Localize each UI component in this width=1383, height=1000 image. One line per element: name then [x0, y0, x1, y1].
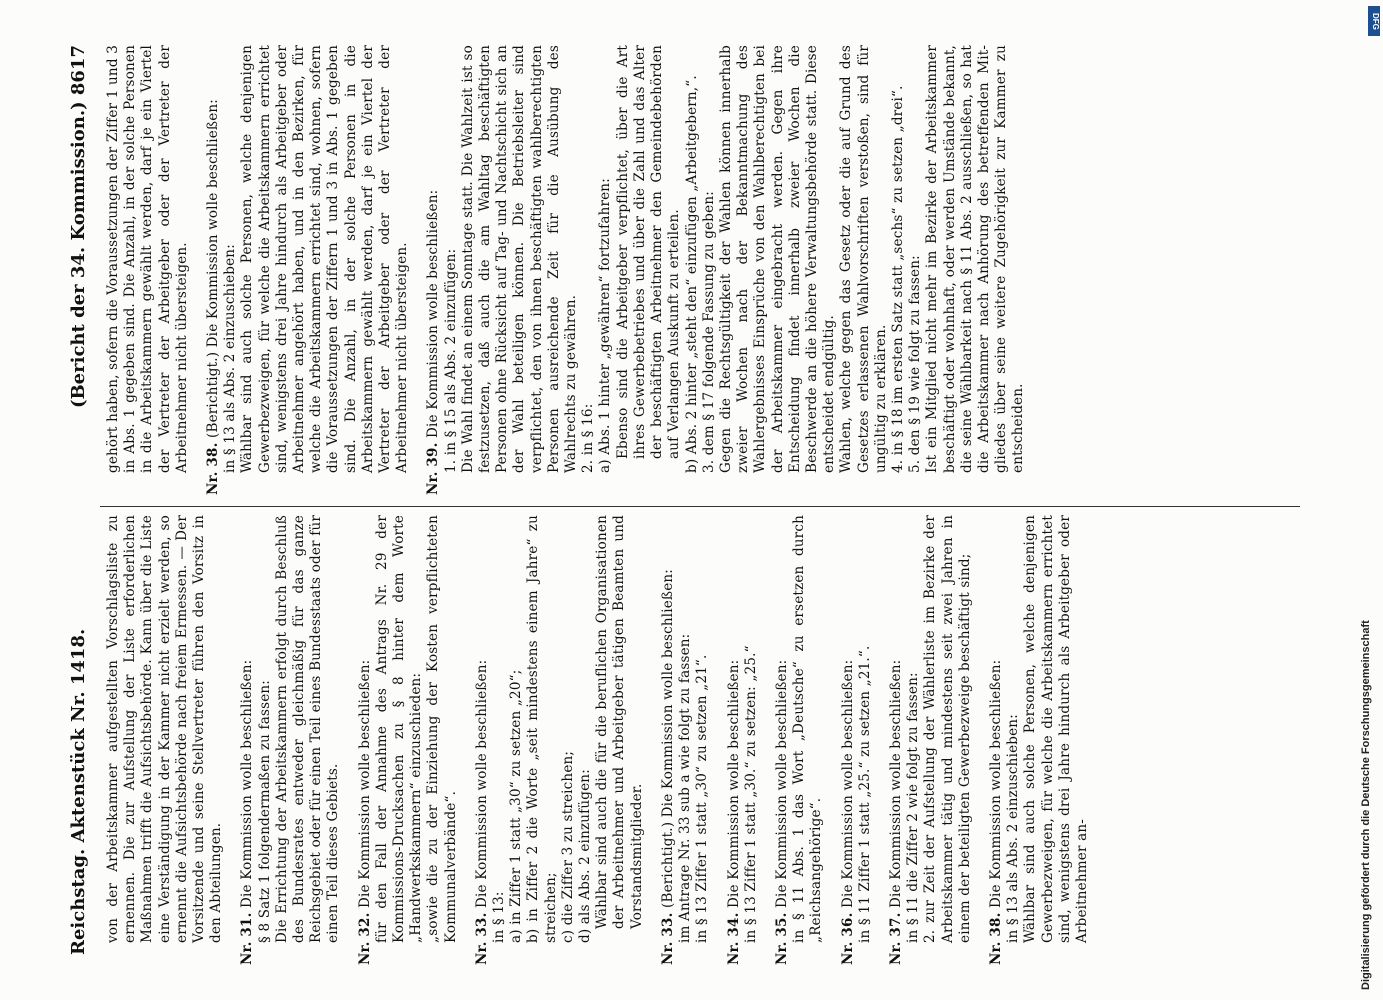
paragraph-text: in § 13 als Abs. 2 einzuschieben: — [222, 244, 239, 473]
section-number: Nr. 39. — [425, 442, 442, 495]
paragraph-text: Die Errichtung der Arbeitskammern erfolgt durch Beschluß des Bundesrates entweder gleichmäßig für das ganze Reichsgebiet oder für einen Teil eines Bundesstaats oder für einen Teil dieses Gebiets. — [273, 515, 342, 943]
section-number: Nr. 37. — [887, 912, 904, 965]
paragraph — [105, 515, 225, 965]
paragraph — [988, 515, 1005, 965]
paragraph-text: c) die Ziffer 3 zu streichen; — [559, 750, 576, 943]
paragraph — [594, 515, 646, 965]
right-column — [105, 45, 1343, 495]
paragraph-text: Wahlen, welche gegen das Gesetz oder die auf Grund des Gesetzes erlassenen Wahlvorschriften verstoßen, sind für ungültig zu erklären. — [838, 45, 889, 473]
paragraph — [888, 515, 905, 965]
paragraph-text: Ist ein Mitglied nicht mehr im Bezirke der Arbeitskammer beschäftigt oder wohnhaft, oder werden Umstände bekannt, die seine Wählbarkeit nach § 11 Abs. 2 ausschließen, so hat die Arbeitskammer nach Anhörung des betreffenden Mitgliedes über seine weitere Zugehörigkeit zur Kammer zu entscheiden. — [924, 45, 1027, 473]
section-number: Nr. 35. — [773, 912, 790, 965]
paragraph — [791, 515, 825, 965]
paragraph-text: in § 11 die Ziffer 2 wie folgt zu fassen: — [905, 672, 922, 943]
paragraph-text: Wählbar sind auch solche Personen, welche denjenigen Gewerbezweigen, für welche die Arbeitskammern errichtet sind, wenigstens drei Jahre hindurch als Arbeitgeber oder Arbeitnehmer an- — [1022, 515, 1090, 943]
section-number: Nr. 31. — [239, 912, 256, 965]
paragraph — [239, 45, 411, 495]
section-number: Nr. 34. — [725, 912, 742, 965]
paragraph-text: Die Kommission wolle beschließen: — [725, 659, 742, 908]
paragraph — [374, 515, 426, 965]
paragraph-text: § 8 Satz 1 folgendermaßen zu fassen: — [256, 679, 273, 943]
paragraph — [701, 45, 718, 495]
column-divider — [100, 506, 1300, 507]
paragraph — [615, 45, 684, 495]
paragraph — [425, 515, 459, 965]
paragraph-text: (Berichtigt.) Die Kommission wolle beschließen: — [205, 98, 222, 438]
paragraph-text: 4. in § 18 im ersten Satz statt „sechs“ zu setzen „drei“. — [889, 85, 906, 473]
paragraph — [425, 45, 442, 495]
paragraph — [222, 45, 239, 495]
paragraph — [491, 515, 508, 965]
paragraph — [726, 515, 743, 965]
rotated-content — [60, 35, 1343, 965]
paragraph-text: a) Abs. 1 hinter „gewähren“ fortzufahren: — [597, 178, 614, 473]
section-number: Nr. 32. — [356, 912, 373, 965]
paragraph-text: Wählbar sind auch die für die beruflichen Organisationen der Arbeitnehmer und Arbeitgeber tätigen Beamten und Vorstandsmitglieder. — [594, 515, 645, 929]
paragraph — [274, 515, 343, 965]
paragraph — [1022, 515, 1091, 965]
paragraph — [474, 515, 491, 965]
paragraph-text: Gegen die Rechtsgültigkeit der Wahlen können innerhalb zweier Wochen nach der Bekanntmachung des Wahlergebnisses Einsprüche von den Wahlberechtigten bei der Arbeitskammer eingebracht werden. Gegen ihre Entscheidung findet innerhalb zweier Wochen die Beschwerde an die höhere Verwaltungsbehörde statt. Diese entscheidet endgültig. — [717, 45, 838, 473]
paragraph — [239, 515, 256, 965]
paragraph — [922, 515, 974, 965]
header-right: (Bericht der 34. Kommission.) 8617 — [68, 45, 89, 409]
paragraph — [907, 45, 924, 495]
paragraph — [857, 515, 874, 965]
paragraph-text: a) in Ziffer 1 statt „30“ zu setzen „20“; — [508, 669, 525, 943]
paragraph — [525, 515, 559, 965]
paragraph — [743, 515, 760, 965]
paragraph-text: 2. zur Zeit der Aufstellung der Wählerliste im Bezirke der Arbeitskammer tätig und mindestens seit zwei Jahren in einem der beteiligten Gewerbezweige beschäftigt sind; — [922, 515, 973, 943]
paragraph — [580, 45, 597, 495]
paragraph — [508, 515, 525, 965]
paragraph-text: 3. dem § 17 folgende Fassung zu geben: — [700, 191, 717, 473]
paragraph-text: gehört haben, sofern die Voraussetzungen der Ziffer 1 und 3 in Abs. 1 gegeben sind. Die Anzahl, in der solche Personen in die Arbeitskammern gewählt werden, darf je ein Viertel der Vertreter der Arbeitgeber oder der Vertreter der Arbeitnehmer nicht übersteigen. — [105, 45, 190, 473]
paragraph-text: in § 11 Abs. 1 das Wort „Deutsche“ zu ersetzen durch „Reichsangehörige“. — [791, 515, 825, 943]
paragraph-text: von der Arbeitskammer aufgestellten Vorschlagsliste zu ernennen. Die zur Aufstellung der Liste erforderlichen Maßnahmen trifft die Aufsichtsbehörde. Kann über die Liste eine Verständigung in der Kammer nicht erzielt werden, so ernennt die Aufsichtsbehörde nach freiem Ermessen. — Der Vorsitzende und seine Stellvertreter führen den Vorsitz in den Abteilungen. — [105, 515, 225, 943]
section-number: Nr. 38. — [987, 912, 1004, 965]
paragraph — [677, 515, 694, 965]
paragraph — [577, 515, 594, 965]
paragraph-text: Wählbar sind auch solche Personen, welche denjenigen Gewerbezweigen, für welche die Arbeitskammern errichtet sind, wenigstens drei Jahre hindurch als Arbeitgeber oder Arbeitnehmer angehört haben, und in den Bezirken, für welche die Arbeitskammern errichtet sind, wohnen, sofern die Voraussetzungen der Ziffern 1 und 3 in Abs. 1 gegeben sind. Die Anzahl, in der solche Personen in die Arbeitskammern gewählt werden, darf je ein Viertel der Vertreter der Arbeitgeber oder der Vertreter der Arbeitnehmer nicht übersteigen. — [239, 45, 411, 473]
dfg-logo: DFG — [1368, 6, 1380, 36]
paragraph-text: Die Wahl findet an einem Sonntage statt. Die Wahlzeit ist so festzusetzen, daß auch die am Wahltag beschäftigten Personen ohne Rücksicht auf Tag- und Nachtschicht sich an der Wahl beteiligen können. Die Betriebsleiter sind verpflichtet, den von ihnen beschäftigten wahlberechtigten Personen ausreichende Zeit für die Ausübung des Wahlrechts zu gewähren. — [459, 45, 580, 473]
paragraph — [257, 515, 274, 965]
section-number: Nr. 38. — [205, 442, 222, 495]
paragraph — [694, 515, 711, 965]
paragraph-text: in § 13 Ziffer 1 statt „30.“ zu setzen: „25.“ — [742, 645, 759, 943]
paragraph-text: in § 11 Ziffer 1 statt „25.“ zu setzen „21.“. — [856, 645, 873, 943]
paragraph — [205, 45, 222, 495]
paragraph-text: im Antrage Nr. 33 sub a wie folgt zu fassen: — [677, 633, 694, 943]
header-left: Reichstag. Aktenstück Nr. 1418. — [68, 628, 89, 955]
paragraph — [597, 45, 614, 495]
paragraph — [357, 515, 374, 965]
paragraph — [840, 515, 857, 965]
paragraph-text: Die Kommission wolle beschließen: — [473, 659, 490, 908]
paragraph — [890, 45, 907, 495]
page-header — [60, 35, 100, 965]
paragraph-text: Die Kommission wolle beschließen: — [839, 659, 856, 908]
section-number: Nr. 33. — [473, 912, 490, 965]
paragraph — [105, 45, 191, 495]
section-number: Nr. 33. — [659, 912, 676, 965]
paragraph-text: Die Kommission wolle beschließen: — [773, 659, 790, 908]
paragraph-text: Ebenso sind die Arbeitgeber verpflichtet, über die Art ihres Gewerbebetriebes und über die Zahl und das Alter der beschäftigten Arbeitnehmer den Gemeindebehörden auf Verlangen Auskunft zu erteilen. — [614, 45, 683, 459]
paragraph — [924, 45, 1027, 495]
digitization-note: Digitalisierung gefördert durch die Deutsche Forschungsgemeinschaft — [1360, 620, 1372, 990]
paragraph-text: für den Fall der Annahme des Antrags Nr. 29 der Kommissions-Drucksachen zu § 8 hinter dem Worte „Handwerkskammern“ einzuschieden: — [373, 515, 425, 943]
section-number: Nr. 36. — [839, 912, 856, 965]
paragraph — [838, 45, 890, 495]
paragraph — [460, 45, 580, 495]
paragraph-text: 2. in § 16: — [580, 403, 597, 473]
paragraph — [774, 515, 791, 965]
paragraph — [905, 515, 922, 965]
paragraph-text: (Berichtigt.) Die Kommission wolle beschließen: — [659, 568, 676, 908]
paragraph-text: 1. in § 15 als Abs. 2 einzufügen: — [442, 248, 459, 473]
paragraph-text: in § 13 als Abs. 2 einzuschieben: — [1005, 714, 1022, 943]
paragraph-text: Die Kommission wolle beschließen: — [356, 659, 373, 908]
paragraph-text: b) in Ziffer 2 die Worte „seit mindestens einem Jahre“ zu streichen; — [525, 515, 559, 943]
paragraph-text: Die Kommission wolle beschließen: — [425, 189, 442, 438]
paragraph — [660, 515, 677, 965]
paragraph-text: Die Kommission wolle beschließen: — [239, 659, 256, 908]
paragraph-text: „sowie die zu der Einziehung der Kosten verpflichteten Kommunalverbände“. — [425, 515, 459, 943]
paragraph-text: Die Kommission wolle beschließen: — [887, 659, 904, 908]
paragraph-text: in § 13 Ziffer 1 statt „30“ zu setzen „21“. — [694, 654, 711, 943]
paragraph — [560, 515, 577, 965]
left-column — [105, 515, 1343, 965]
paragraph-text: b) Abs. 2 hinter „steht den“ einzufügen „Arbeitgebern,“. — [683, 75, 700, 473]
paragraph-text: 5. den § 19 wie folgt zu fassen: — [907, 255, 924, 473]
paragraph — [718, 45, 838, 495]
paragraph — [443, 45, 460, 495]
paragraph — [684, 45, 701, 495]
paragraph-text: d) als Abs. 2 einzufügen: — [577, 769, 594, 943]
paragraph-text: Die Kommission wolle beschließen: — [987, 659, 1004, 908]
paragraph-text: in § 13: — [491, 891, 508, 943]
paragraph — [1005, 515, 1022, 965]
